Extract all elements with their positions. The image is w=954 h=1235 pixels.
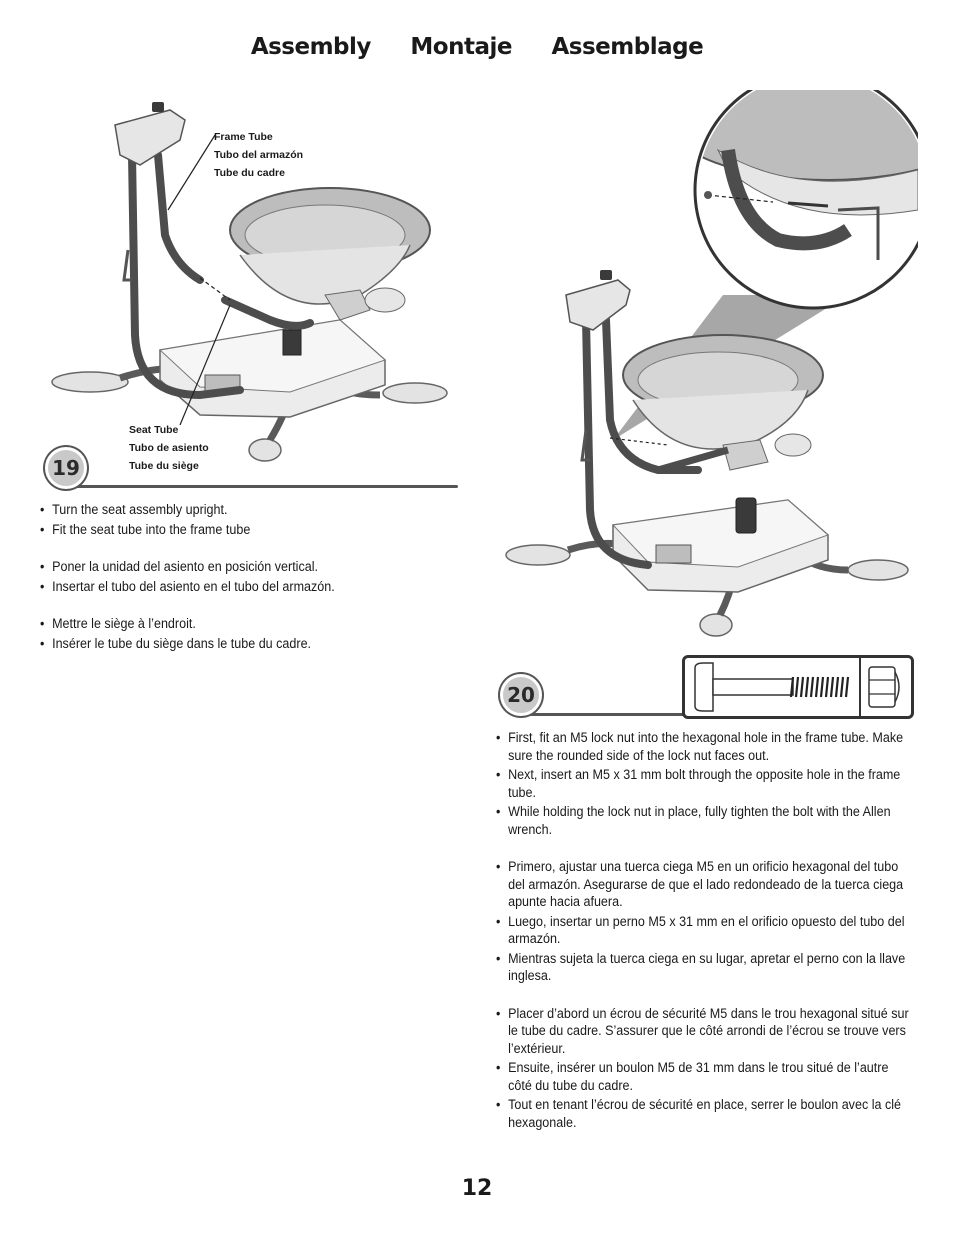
step20-en-3: • While holding the lock nut in place, fully tighten the bolt with the Allen wrench.: [496, 803, 915, 838]
step20-fr-2: • Ensuite, insérer un boulon M5 de 31 mm dans le trou situé de l’autre côté du tube du cadre.: [496, 1059, 915, 1094]
callout-frame-fr: Tube du cadre: [214, 167, 285, 179]
step20-en-2: • Next, insert an M5 x 31 mm bolt through the opposite hole in the frame tube.: [496, 766, 915, 801]
callout-frame-tube: [214, 128, 303, 182]
step20-es-3: • Mientras sujeta la tuerca ciega en su lugar, apretar el perno con la llave inglesa.: [496, 950, 915, 985]
step19-rule: [64, 485, 458, 488]
callout-frame-en: Frame Tube: [214, 131, 273, 143]
title-french: Assemblage: [551, 34, 704, 60]
step20-fr-1: • Placer d’abord un écrou de sécurité M5 dans le trou hexagonal situé sur le tube du cadre. S’assurer que le côté arrondi de l’écrou se trouve vers l’extérieur.: [496, 1005, 915, 1058]
callout-seat-tube: [129, 421, 209, 475]
step19-en-2: • Fit the seat tube into the frame tube: [40, 521, 449, 539]
page-number: 12: [461, 1176, 493, 1201]
step20-es-2: • Luego, insertar un perno M5 x 31 mm en el orificio opuesto del tubo del armazón.: [496, 913, 915, 948]
title-spanish: Montaje: [410, 34, 512, 60]
bolt-and-nut-icon: [685, 658, 911, 716]
step20-instructions: [496, 729, 915, 1133]
callout-seat-en: Seat Tube: [129, 424, 179, 436]
step19-es-1: • Poner la unidad del asiento en posición vertical.: [40, 558, 449, 576]
step19-badge: 19: [45, 447, 87, 489]
step19-instructions: [40, 501, 449, 654]
page-title: [0, 34, 954, 60]
parts-box: [682, 655, 914, 719]
callout-seat-fr: Tube du siège: [129, 460, 199, 472]
step20-illustration: [498, 90, 918, 645]
title-english: Assembly: [250, 34, 371, 60]
step19-fr-2: • Insérer le tube du siège dans le tube du cadre.: [40, 635, 449, 653]
step20-fr-3: • Tout en tenant l’écrou de sécurité en place, serrer le boulon avec la clé hexagonale.: [496, 1096, 915, 1131]
step19-es-2: • Insertar el tubo del asiento en el tubo del armazón.: [40, 578, 449, 596]
step19-fr-1: • Mettre le siège à l’endroit.: [40, 615, 449, 633]
callout-seat-es: Tubo de asiento: [129, 442, 209, 454]
step20-badge: 20: [500, 674, 542, 716]
step19-en-1: • Turn the seat assembly upright.: [40, 501, 449, 519]
callout-frame-es: Tubo del armazón: [214, 149, 304, 161]
step20-es-1: • Primero, ajustar una tuerca ciega M5 en un orificio hexagonal del tubo del armazón. Asegurarse de que el lado redondeado de la tuerca ciega apunte hacia afuera.: [496, 858, 915, 911]
step20-en-1: • First, fit an M5 lock nut into the hexagonal hole in the frame tube. Make sure the rounded side of the lock nut faces out.: [496, 729, 915, 764]
